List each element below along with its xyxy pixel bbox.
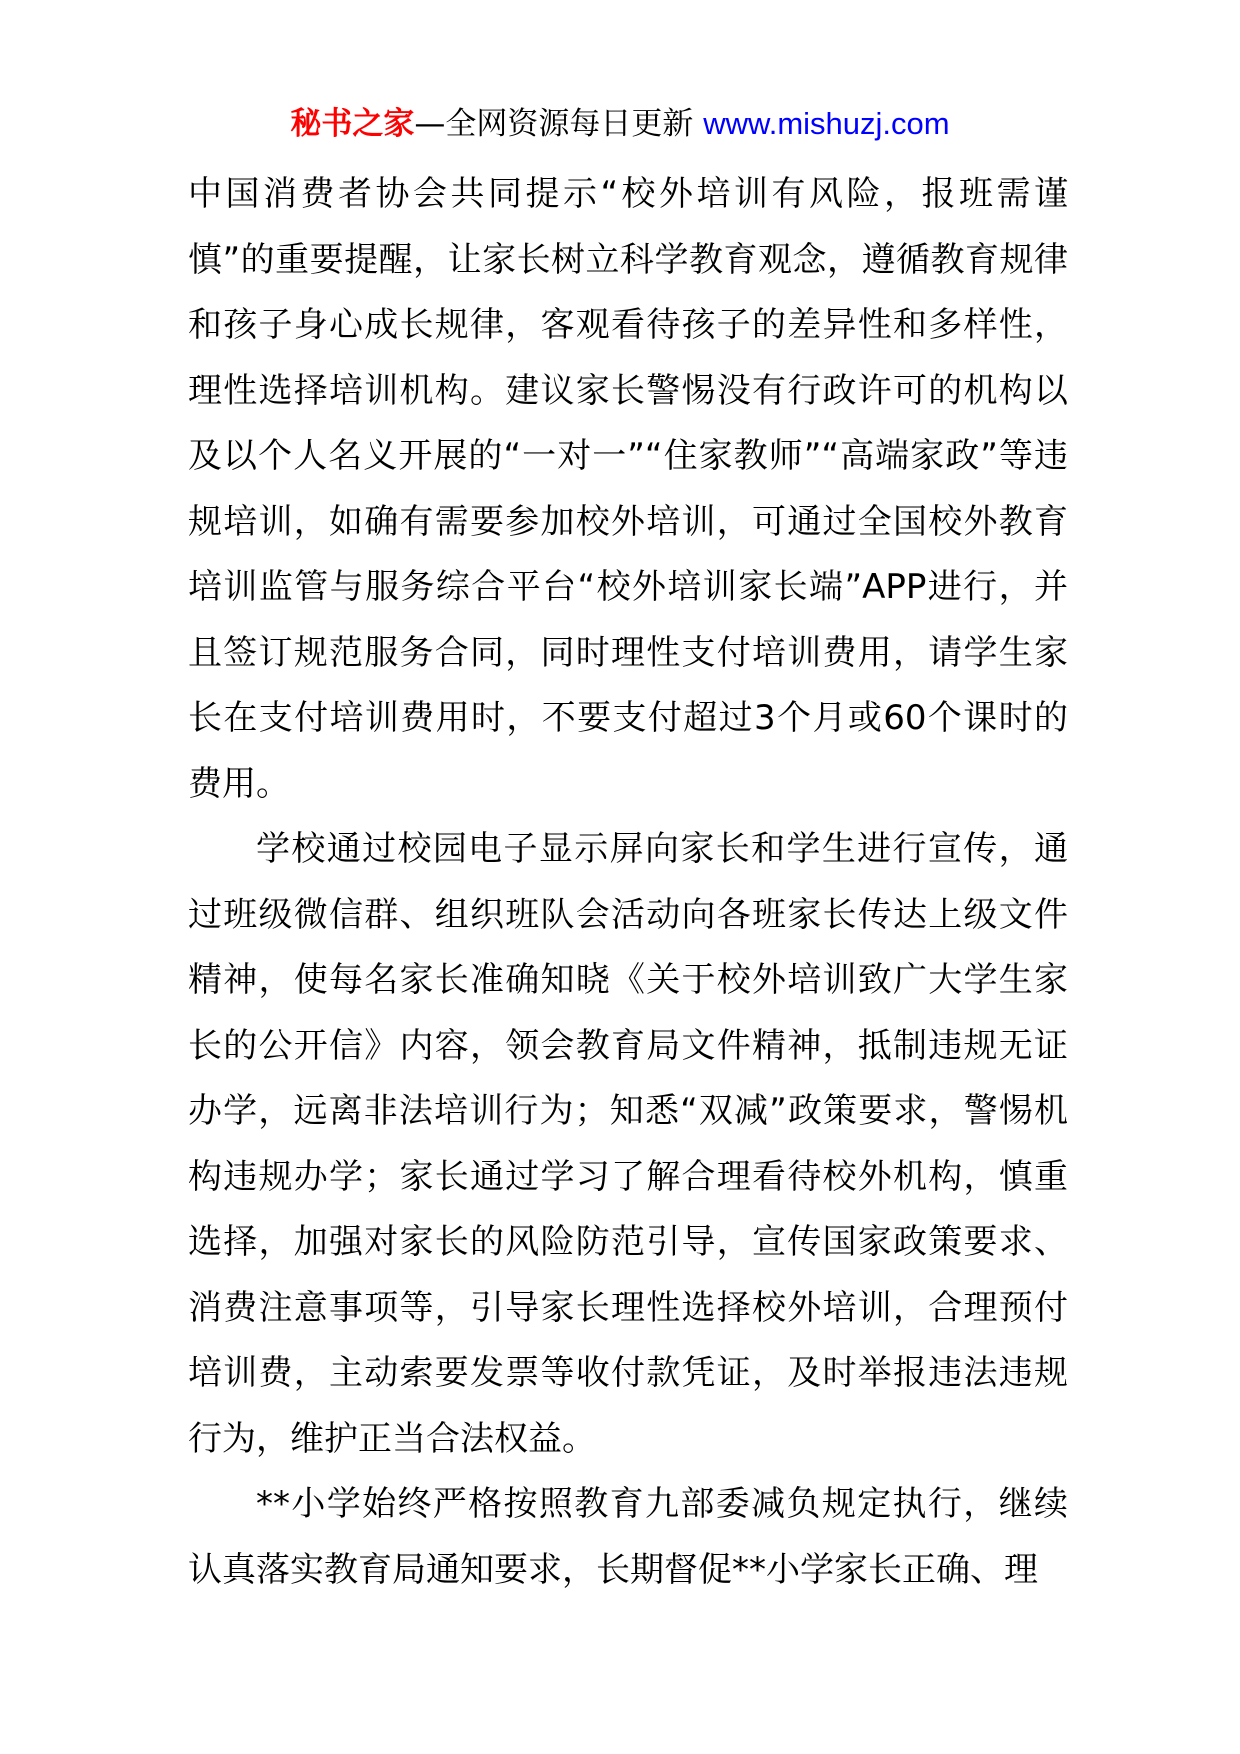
brand-name: 秘书之家 <box>290 106 415 142</box>
site-url-link[interactable]: www.mishuzj.com <box>703 106 950 141</box>
paragraph-school-commitment: **小学始终严格按照教育九部委减负规定执行，继续认真落实教育局通知要求，长期督促**小学家长正确、理 <box>188 1484 1068 1590</box>
document-body <box>188 162 1068 1603</box>
paragraph-continuation: 中国消费者协会共同提示“校外培训有风险，报班需谨慎”的重要提醒，让家长树立科学教育观念，遵循教育规律和孩子身心成长规律，客观看待孩子的差异性和多样性，理性选择培训机构。建议家长警惕没有行政许可的机构以及以个人名义开展的“一对一”“住家教师”“高端家政”等违规培训，如确有需要参加校外培训，可通过全国校外教育培训监管与服务综合平台“校外培训家长端”APP进行，并且签订规范服务合同，同时理性支付培训费用，请学生家长在支付培训费用时，不要支付超过3个月或60个课时的费用。 <box>188 174 1068 804</box>
page-header <box>0 102 1240 146</box>
paragraph-school-publicity: 学校通过校园电子显示屏向家长和学生进行宣传，通过班级微信群、组织班队会活动向各班家长传达上级文件精神，使每名家长准确知晓《关于校外培训致广大学生家长的公开信》内容，领会教育局文件精神，抵制违规无证办学，远离非法培训行为；知悉“双减”政策要求，警惕机构违规办学；家长通过学习了解合理看待校外机构，慎重选择，加强对家长的风险防范引导，宣传国家政策要求、消费注意事项等，引导家长理性选择校外培训，合理预付培训费，主动索要发票等收付款凭证，及时举报违法违规行为，维护正当合法权益。 <box>188 829 1068 1459</box>
header-slogan: —全网资源每日更新 <box>414 106 704 142</box>
